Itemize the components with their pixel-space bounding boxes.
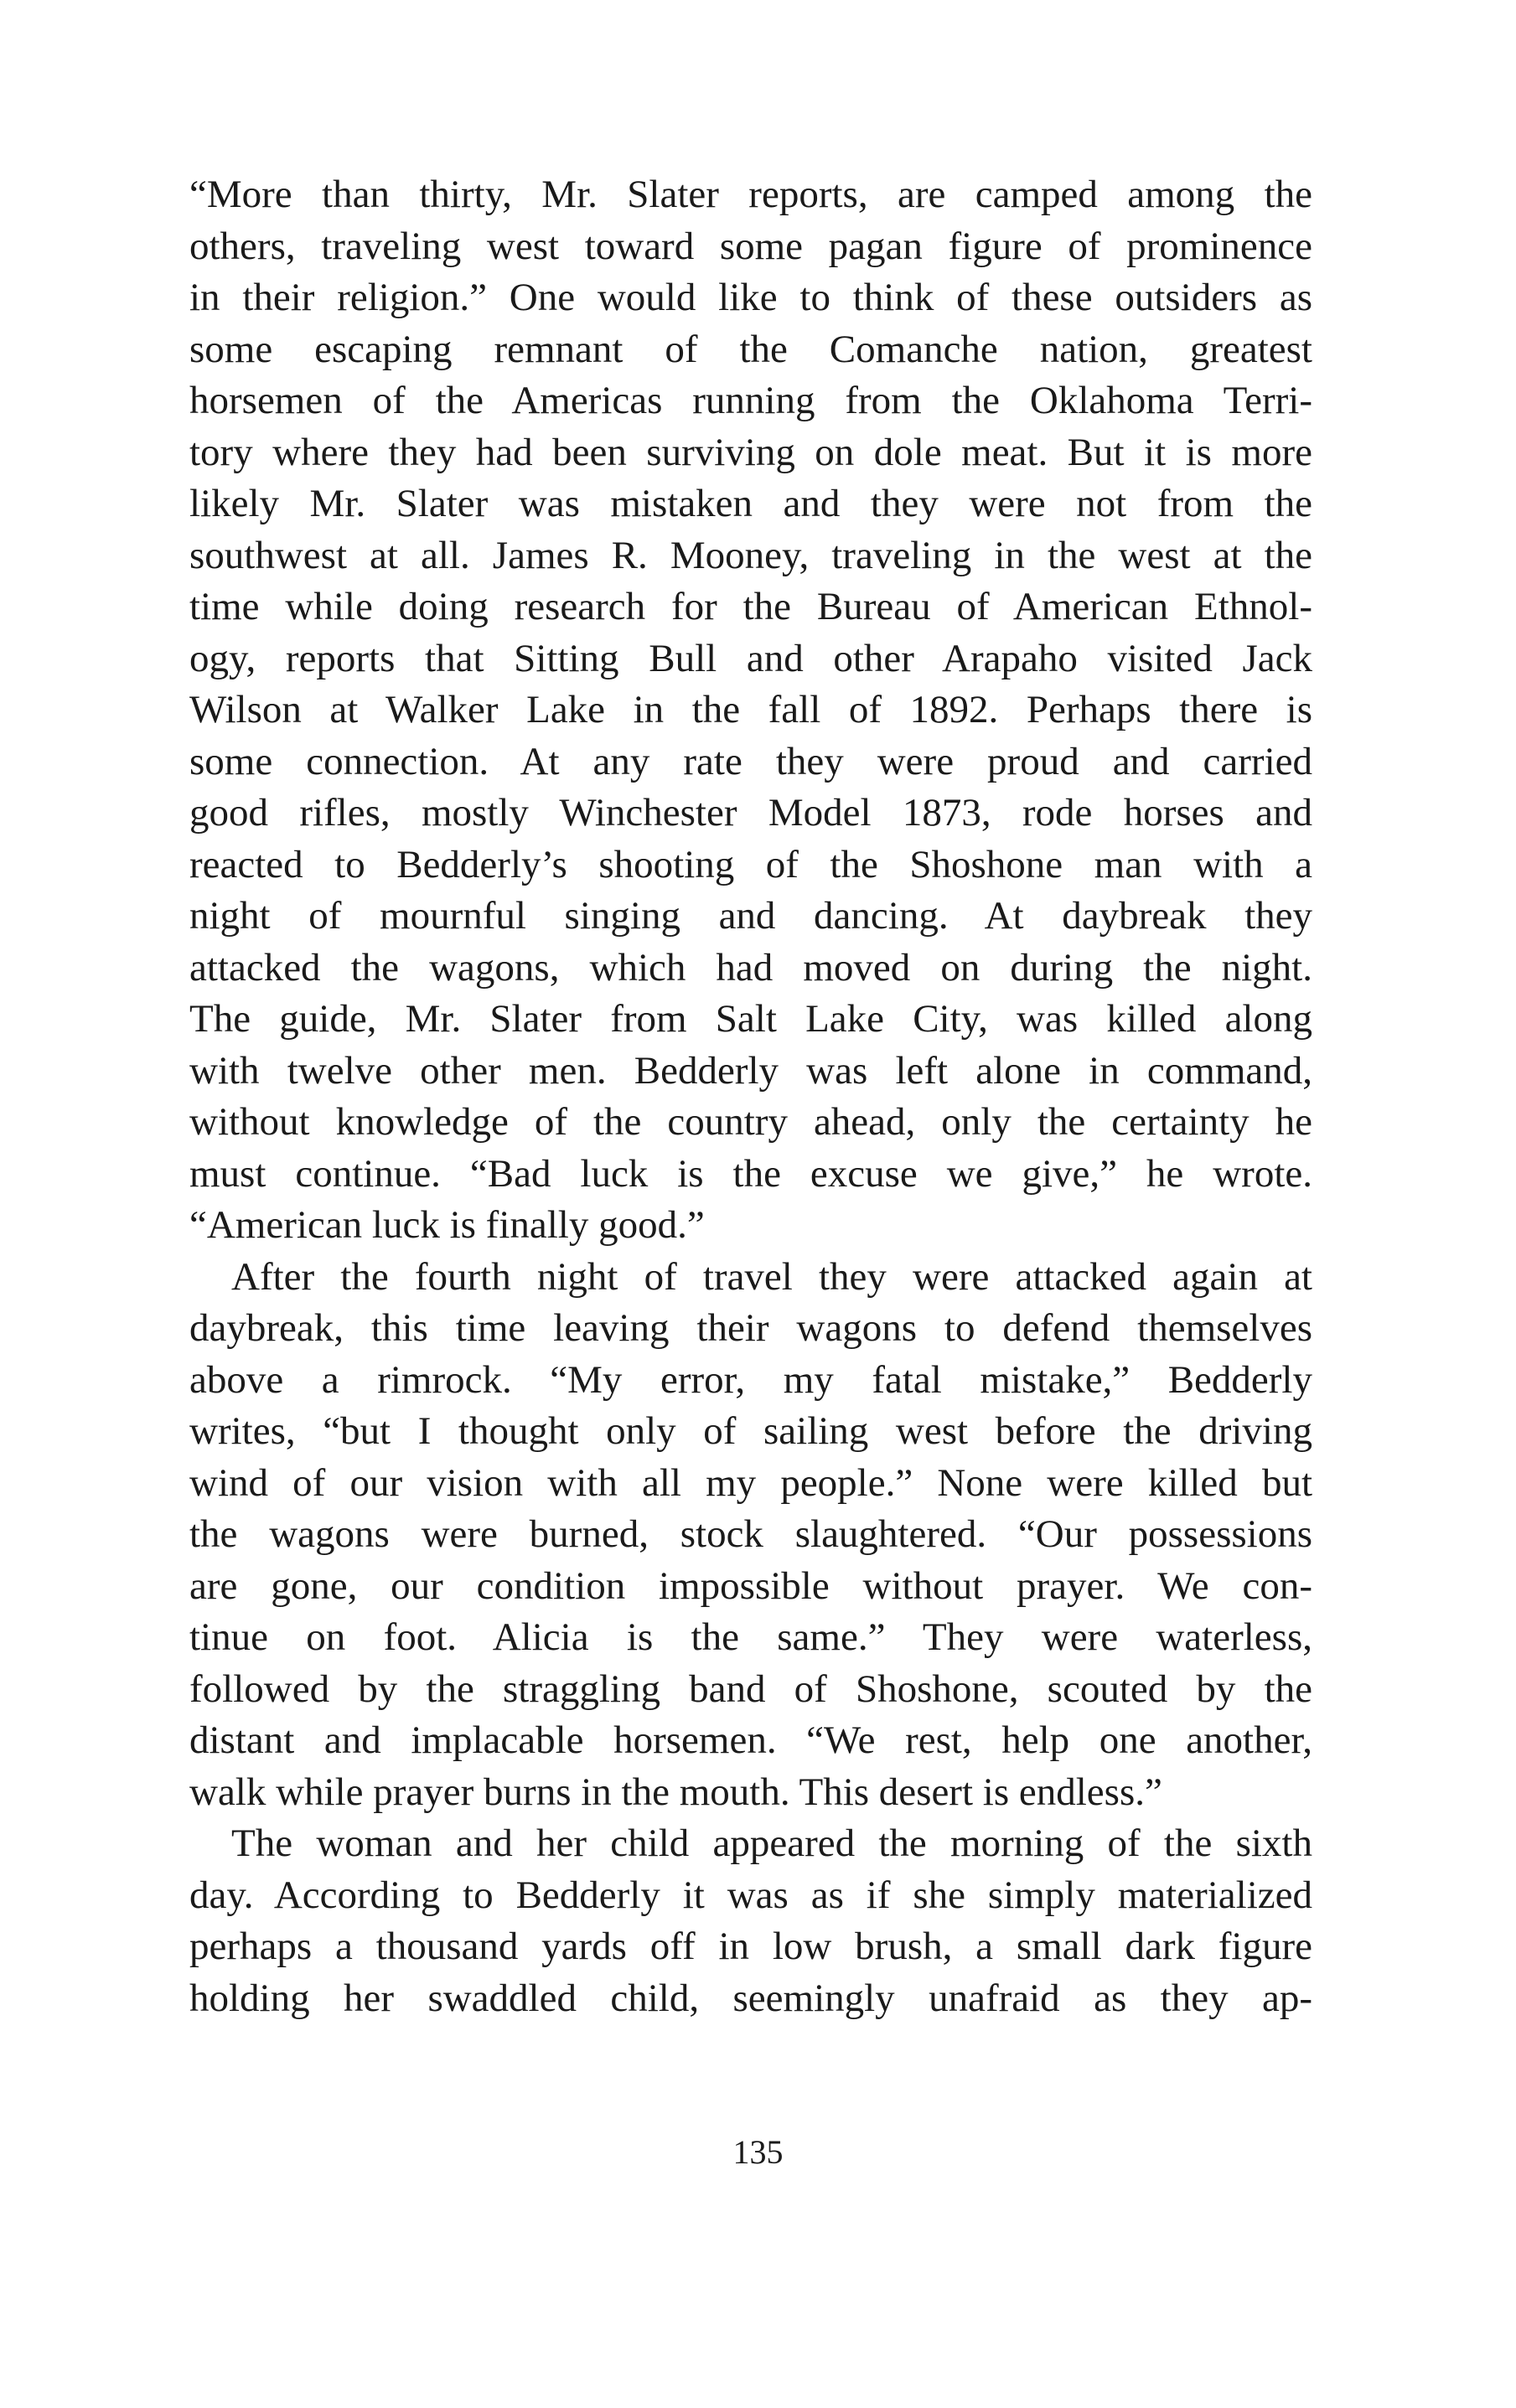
- paragraph: [189, 1252, 1312, 1819]
- text-line: reacted to Bedderly’s shooting of the Shoshone man with a: [189, 842, 1312, 886]
- text-line: must continue. “Bad luck is the excuse we give,” he wrote.: [189, 1151, 1312, 1196]
- text-line: walk while prayer burns in the mouth. This desert is endless.”: [189, 1770, 1162, 1814]
- text-line: distant and implacable horsemen. “We rest, help one another,: [189, 1718, 1312, 1762]
- text-line: followed by the straggling band of Shoshone, scouted by the: [189, 1666, 1312, 1711]
- text-line: above a rimrock. “My error, my fatal mistake,” Bedderly: [189, 1357, 1312, 1402]
- text-line: holding her swaddled child, seemingly unafraid as they ap-: [189, 1976, 1312, 2020]
- text-line: without knowledge of the country ahead, only the certainty he: [189, 1100, 1312, 1144]
- text-line: horsemen of the Americas running from the Oklahoma Terri-: [189, 379, 1312, 422]
- text-line: some connection. At any rate they were proud and carried: [189, 739, 1312, 783]
- paragraph: [189, 1818, 1312, 2024]
- text-line: southwest at all. James R. Mooney, traveling in the west at the: [189, 533, 1312, 577]
- text-line: good rifles, mostly Winchester Model 1873, rode horses and: [189, 791, 1312, 835]
- text-line: The guide, Mr. Slater from Salt Lake City, was killed along: [189, 997, 1312, 1041]
- paragraph: [189, 169, 1312, 1252]
- text-line: the wagons were burned, stock slaughtered. “Our possessions: [189, 1512, 1312, 1556]
- text-line: others, traveling west toward some pagan figure of prominence: [189, 224, 1312, 268]
- text-line: Wilson at Walker Lake in the fall of 1892. Perhaps there is: [189, 688, 1312, 731]
- text-line: wind of our vision with all my people.” None were killed but: [189, 1460, 1312, 1505]
- text-line: some escaping remnant of the Comanche nation, greatest: [189, 327, 1312, 371]
- text-line: perhaps a thousand yards off in low brush, a small dark figure: [189, 1925, 1312, 1968]
- text-line: After the fourth night of travel they were attacked again at: [231, 1254, 1312, 1299]
- text-line: The woman and her child appeared the morning of the sixth: [231, 1822, 1312, 1865]
- text-line: ogy, reports that Sitting Bull and other Arapaho visited Jack: [189, 636, 1312, 680]
- text-line: likely Mr. Slater was mistaken and they were not from the: [189, 482, 1312, 525]
- text-line: with twelve other men. Bedderly was left alone in command,: [189, 1048, 1312, 1093]
- text-line: day. According to Bedderly it was as if she simply materialized: [189, 1873, 1312, 1917]
- text-line: “More than thirty, Mr. Slater reports, are camped among the: [189, 173, 1312, 216]
- page-number: 135: [732, 2133, 784, 2171]
- text-line: tory where they had been surviving on dole meat. But it is more: [189, 430, 1312, 474]
- text-line: in their religion.” One would like to think of these outsiders as: [189, 276, 1312, 319]
- text-line: attacked the wagons, which had moved on during the night.: [189, 945, 1312, 990]
- text-line: “American luck is finally good.”: [189, 1203, 705, 1247]
- body-text: [189, 169, 1312, 2024]
- text-line: writes, “but I thought only of sailing west before the driving: [189, 1409, 1312, 1453]
- text-line: tinue on foot. Alicia is the same.” They were waterless,: [189, 1615, 1312, 1659]
- text-line: time while doing research for the Bureau of American Ethnol-: [189, 585, 1312, 628]
- text-line: are gone, our condition impossible without prayer. We con-: [189, 1563, 1312, 1608]
- text-line: daybreak, this time leaving their wagons to defend themselves: [189, 1306, 1312, 1350]
- text-line: night of mournful singing and dancing. At daybreak they: [189, 894, 1312, 938]
